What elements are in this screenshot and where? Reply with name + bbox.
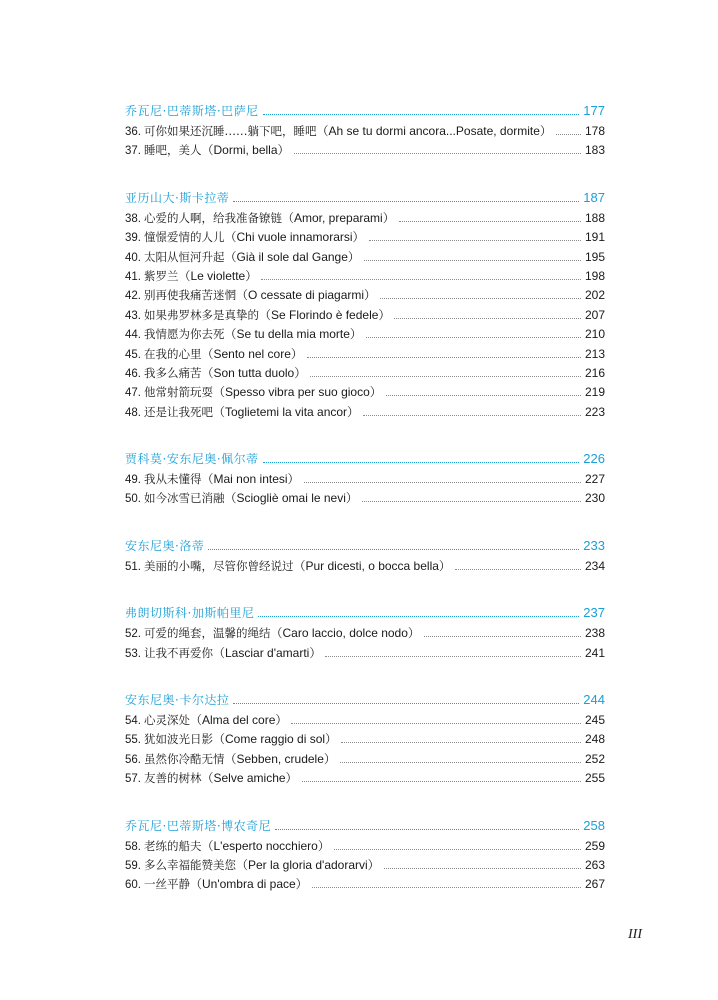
song-title-chinese: 让我不再爱你 — [144, 645, 213, 660]
song-number: 39. — [125, 232, 141, 245]
song-number: 45. — [125, 348, 141, 361]
song-number: 41. — [125, 270, 141, 283]
composer-section — [125, 602, 605, 663]
song-number: 55. — [125, 734, 141, 747]
dot-leader — [304, 473, 581, 483]
dot-leader — [556, 125, 581, 135]
toc-entry[interactable] — [125, 470, 605, 489]
song-title-chinese: 如果弗罗林多是真挚的 — [144, 307, 259, 322]
toc-entry[interactable] — [125, 875, 605, 894]
composer-page: 177 — [583, 103, 605, 118]
toc-entry[interactable] — [125, 364, 605, 383]
toc-entry[interactable] — [125, 248, 605, 267]
dot-leader — [455, 560, 581, 570]
song-title-italian: （Son tutta duolo） — [201, 365, 307, 380]
composer-heading[interactable] — [125, 602, 605, 624]
song-page: 227 — [584, 472, 605, 487]
song-number: 51. — [125, 560, 141, 573]
song-title-chinese: 紫罗兰 — [144, 268, 179, 283]
composer-section — [125, 187, 605, 422]
song-number: 37. — [125, 145, 141, 158]
toc-entry[interactable] — [125, 141, 605, 160]
composer-page: 233 — [583, 537, 605, 553]
song-page: 202 — [584, 288, 605, 303]
song-title-chinese: 我从未懂得 — [144, 472, 202, 487]
song-title-italian: （Chi vuole innamorarsi） — [224, 230, 365, 245]
song-number: 53. — [125, 647, 141, 660]
song-number: 36. — [125, 126, 141, 138]
song-number: 46. — [125, 367, 141, 380]
song-title-italian: （Caro laccio, dolce nodo） — [270, 626, 420, 641]
composer-page: 244 — [583, 692, 605, 708]
toc-entry[interactable] — [125, 769, 605, 788]
song-title-chinese: 在我的心里 — [144, 346, 202, 361]
toc-entry[interactable] — [125, 267, 605, 286]
song-page: 207 — [584, 307, 605, 322]
song-title-chinese: 太阳从恒河升起 — [144, 249, 225, 264]
song-title-chinese: 还是让我死吧 — [144, 404, 213, 419]
song-page: 195 — [584, 249, 605, 264]
song-page: 230 — [584, 491, 605, 506]
composer-name: 乔瓦尼·巴蒂斯塔·博农奇尼 — [125, 818, 272, 833]
song-title-italian: （Spesso vibra per suo gioco） — [213, 385, 382, 400]
song-title-italian: （Ah se tu dormi ancora...Posate, dormite） — [316, 124, 552, 138]
dot-leader — [258, 607, 579, 617]
table-of-contents — [125, 100, 605, 921]
song-title-chinese: 别再使我痛苦迷惘 — [144, 288, 236, 303]
song-title-chinese: 憧憬爱情的人儿 — [144, 230, 225, 245]
song-title-chinese: 多么幸福能赞美您 — [144, 857, 236, 872]
song-number: 49. — [125, 474, 141, 487]
dot-leader — [310, 367, 581, 377]
song-title-chinese: 睡吧，美人 — [144, 143, 202, 158]
toc-entry[interactable] — [125, 856, 605, 875]
song-title-chinese: 可爱的绳套，温馨的绳结 — [144, 626, 271, 641]
song-page: 245 — [584, 713, 605, 728]
toc-entry[interactable] — [125, 750, 605, 769]
composer-heading[interactable] — [125, 448, 605, 470]
toc-entry[interactable] — [125, 489, 605, 508]
song-title-italian: （Amor, preparami） — [282, 210, 395, 225]
song-page: 255 — [584, 771, 605, 786]
dot-leader — [263, 453, 580, 463]
song-title-chinese: 心爱的人啊，给我准备镣链 — [144, 210, 282, 225]
composer-name: 安东尼奥·卡尔达拉 — [125, 693, 230, 708]
toc-entry[interactable] — [125, 306, 605, 325]
dot-leader — [384, 859, 581, 869]
song-title-chinese: 我情愿为你去死 — [144, 327, 225, 342]
dot-leader — [302, 772, 581, 782]
song-page: 198 — [584, 268, 605, 283]
dot-leader — [294, 144, 581, 154]
song-title-italian: （L'esperto nocchiero） — [201, 838, 330, 853]
song-title-italian: （Pur dicesti, o bocca bella） — [293, 558, 451, 573]
song-title-italian: （Dormi, bella） — [201, 143, 290, 158]
song-title-chinese: 我多么痛苦 — [144, 365, 202, 380]
composer-name: 乔瓦尼·巴蒂斯塔·巴萨尼 — [125, 104, 259, 118]
song-title-italian: （Alma del core） — [190, 713, 288, 728]
song-title-italian: （Un'ombra di pace） — [190, 877, 308, 892]
dot-leader — [394, 309, 581, 319]
dot-leader — [312, 878, 581, 888]
song-title-italian: （Lasciar d'amarti） — [213, 645, 322, 660]
composer-heading[interactable] — [125, 100, 605, 122]
dot-leader — [261, 270, 581, 280]
song-number: 43. — [125, 309, 141, 322]
composer-page: 237 — [583, 605, 605, 621]
composer-page: 226 — [583, 451, 605, 467]
song-page: 188 — [584, 210, 605, 225]
composer-heading[interactable] — [125, 535, 605, 557]
song-page: 223 — [584, 404, 605, 419]
song-title-italian: （O cessate di piagarmi） — [236, 288, 377, 303]
song-number: 54. — [125, 715, 141, 728]
song-title-italian: （Le violette） — [178, 268, 258, 283]
song-number: 57. — [125, 773, 141, 786]
song-page: 263 — [584, 857, 605, 872]
song-title-italian: （Sebben, crudele） — [224, 751, 336, 766]
composer-name: 贾科莫·安东尼奥·佩尔蒂 — [125, 452, 259, 467]
dot-leader — [366, 328, 581, 338]
song-title-chinese: 如今冰雪已消融 — [144, 491, 225, 506]
composer-name: 亚历山大·斯卡拉蒂 — [125, 190, 230, 205]
song-title-italian: （Se tu della mia morte） — [224, 327, 362, 342]
song-number: 52. — [125, 628, 141, 641]
toc-entry[interactable] — [125, 122, 605, 141]
composer-page: 187 — [583, 189, 605, 205]
toc-entry[interactable] — [125, 711, 605, 730]
song-page: 259 — [584, 838, 605, 853]
dot-leader — [233, 192, 579, 202]
song-page: 252 — [584, 751, 605, 766]
song-title-italian: （Se Florindo è fedele） — [259, 307, 391, 322]
song-page: 241 — [584, 645, 605, 660]
dot-leader — [399, 212, 581, 222]
dot-leader — [275, 820, 579, 830]
song-title-chinese: 美丽的小嘴，尽管你曾经说过 — [144, 558, 294, 573]
song-number: 44. — [125, 329, 141, 342]
song-title-italian: （Sciogliè omai le nevi） — [224, 491, 358, 506]
song-title-italian: （Toglietemi la vita ancor） — [213, 404, 360, 419]
song-number: 59. — [125, 859, 141, 872]
dot-leader — [307, 348, 581, 358]
dot-leader — [263, 105, 580, 115]
song-number: 48. — [125, 406, 141, 419]
dot-leader — [363, 406, 581, 416]
dot-leader — [340, 753, 581, 763]
toc-entry[interactable] — [125, 557, 605, 576]
song-number: 58. — [125, 840, 141, 853]
toc-entry[interactable] — [125, 325, 605, 344]
song-number: 50. — [125, 493, 141, 506]
song-title-chinese: 虽然你冷酷无情 — [144, 751, 225, 766]
song-title-chinese: 一丝平静 — [144, 877, 190, 892]
song-page: 183 — [584, 143, 605, 158]
toc-entry[interactable] — [125, 624, 605, 643]
toc-entry[interactable] — [125, 345, 605, 364]
song-page: 191 — [584, 230, 605, 245]
composer-section — [125, 535, 605, 576]
toc-entry[interactable] — [125, 286, 605, 305]
song-page: 234 — [584, 558, 605, 573]
dot-leader — [341, 733, 581, 743]
composer-name: 安东尼奥·洛蒂 — [125, 538, 205, 553]
toc-entry[interactable] — [125, 403, 605, 422]
dot-leader — [364, 251, 581, 261]
song-title-italian: （Già il sole dal Gange） — [224, 249, 360, 264]
toc-entry[interactable] — [125, 209, 605, 228]
song-number: 56. — [125, 753, 141, 766]
song-title-chinese: 老练的船夫 — [144, 838, 202, 853]
dot-leader — [334, 840, 581, 850]
composer-section — [125, 448, 605, 509]
composer-page: 258 — [583, 817, 605, 833]
dot-leader — [386, 386, 581, 396]
composer-section — [125, 100, 605, 161]
song-number: 47. — [125, 387, 141, 400]
toc-entry[interactable] — [125, 837, 605, 856]
song-page: 210 — [584, 327, 605, 342]
song-title-chinese: 友善的树林 — [144, 771, 202, 786]
song-page: 213 — [584, 346, 605, 361]
song-title-italian: （Sento nel core） — [201, 346, 303, 361]
song-page: 238 — [584, 626, 605, 641]
song-page: 267 — [584, 877, 605, 892]
toc-entry[interactable] — [125, 730, 605, 749]
dot-leader — [362, 492, 581, 502]
dot-leader — [424, 627, 581, 637]
dot-leader — [233, 694, 579, 704]
song-page: 178 — [584, 124, 605, 138]
song-number: 40. — [125, 251, 141, 264]
song-title-italian: （Come raggio di sol） — [213, 732, 338, 747]
song-page: 248 — [584, 732, 605, 747]
composer-name: 弗朗切斯科·加斯帕里尼 — [125, 606, 255, 621]
composer-section — [125, 689, 605, 789]
song-title-italian: （Per la gloria d'adorarvi） — [236, 857, 380, 872]
dot-leader — [208, 540, 579, 550]
dot-leader — [380, 289, 581, 299]
song-page: 219 — [584, 385, 605, 400]
page-number: III — [628, 927, 642, 942]
dot-leader — [369, 231, 581, 241]
dot-leader — [291, 714, 581, 724]
song-title-chinese: 犹如波光日影 — [144, 732, 213, 747]
composer-heading[interactable] — [125, 187, 605, 209]
song-title-italian: （Selve amiche） — [201, 771, 298, 786]
dot-leader — [325, 647, 581, 657]
toc-entry[interactable] — [125, 383, 605, 402]
song-title-chinese: 可你如果还沉睡……躺下吧，睡吧 — [144, 124, 317, 138]
song-page: 216 — [584, 365, 605, 380]
song-title-italian: （Mai non intesi） — [201, 472, 300, 487]
composer-heading[interactable] — [125, 689, 605, 711]
song-number: 42. — [125, 290, 141, 303]
song-title-chinese: 他常射箭玩耍 — [144, 385, 213, 400]
song-title-chinese: 心灵深处 — [144, 713, 190, 728]
composer-heading[interactable] — [125, 815, 605, 837]
song-number: 60. — [125, 879, 141, 892]
toc-entry[interactable] — [125, 644, 605, 663]
song-number: 38. — [125, 212, 141, 225]
composer-section — [125, 815, 605, 895]
toc-entry[interactable] — [125, 228, 605, 247]
